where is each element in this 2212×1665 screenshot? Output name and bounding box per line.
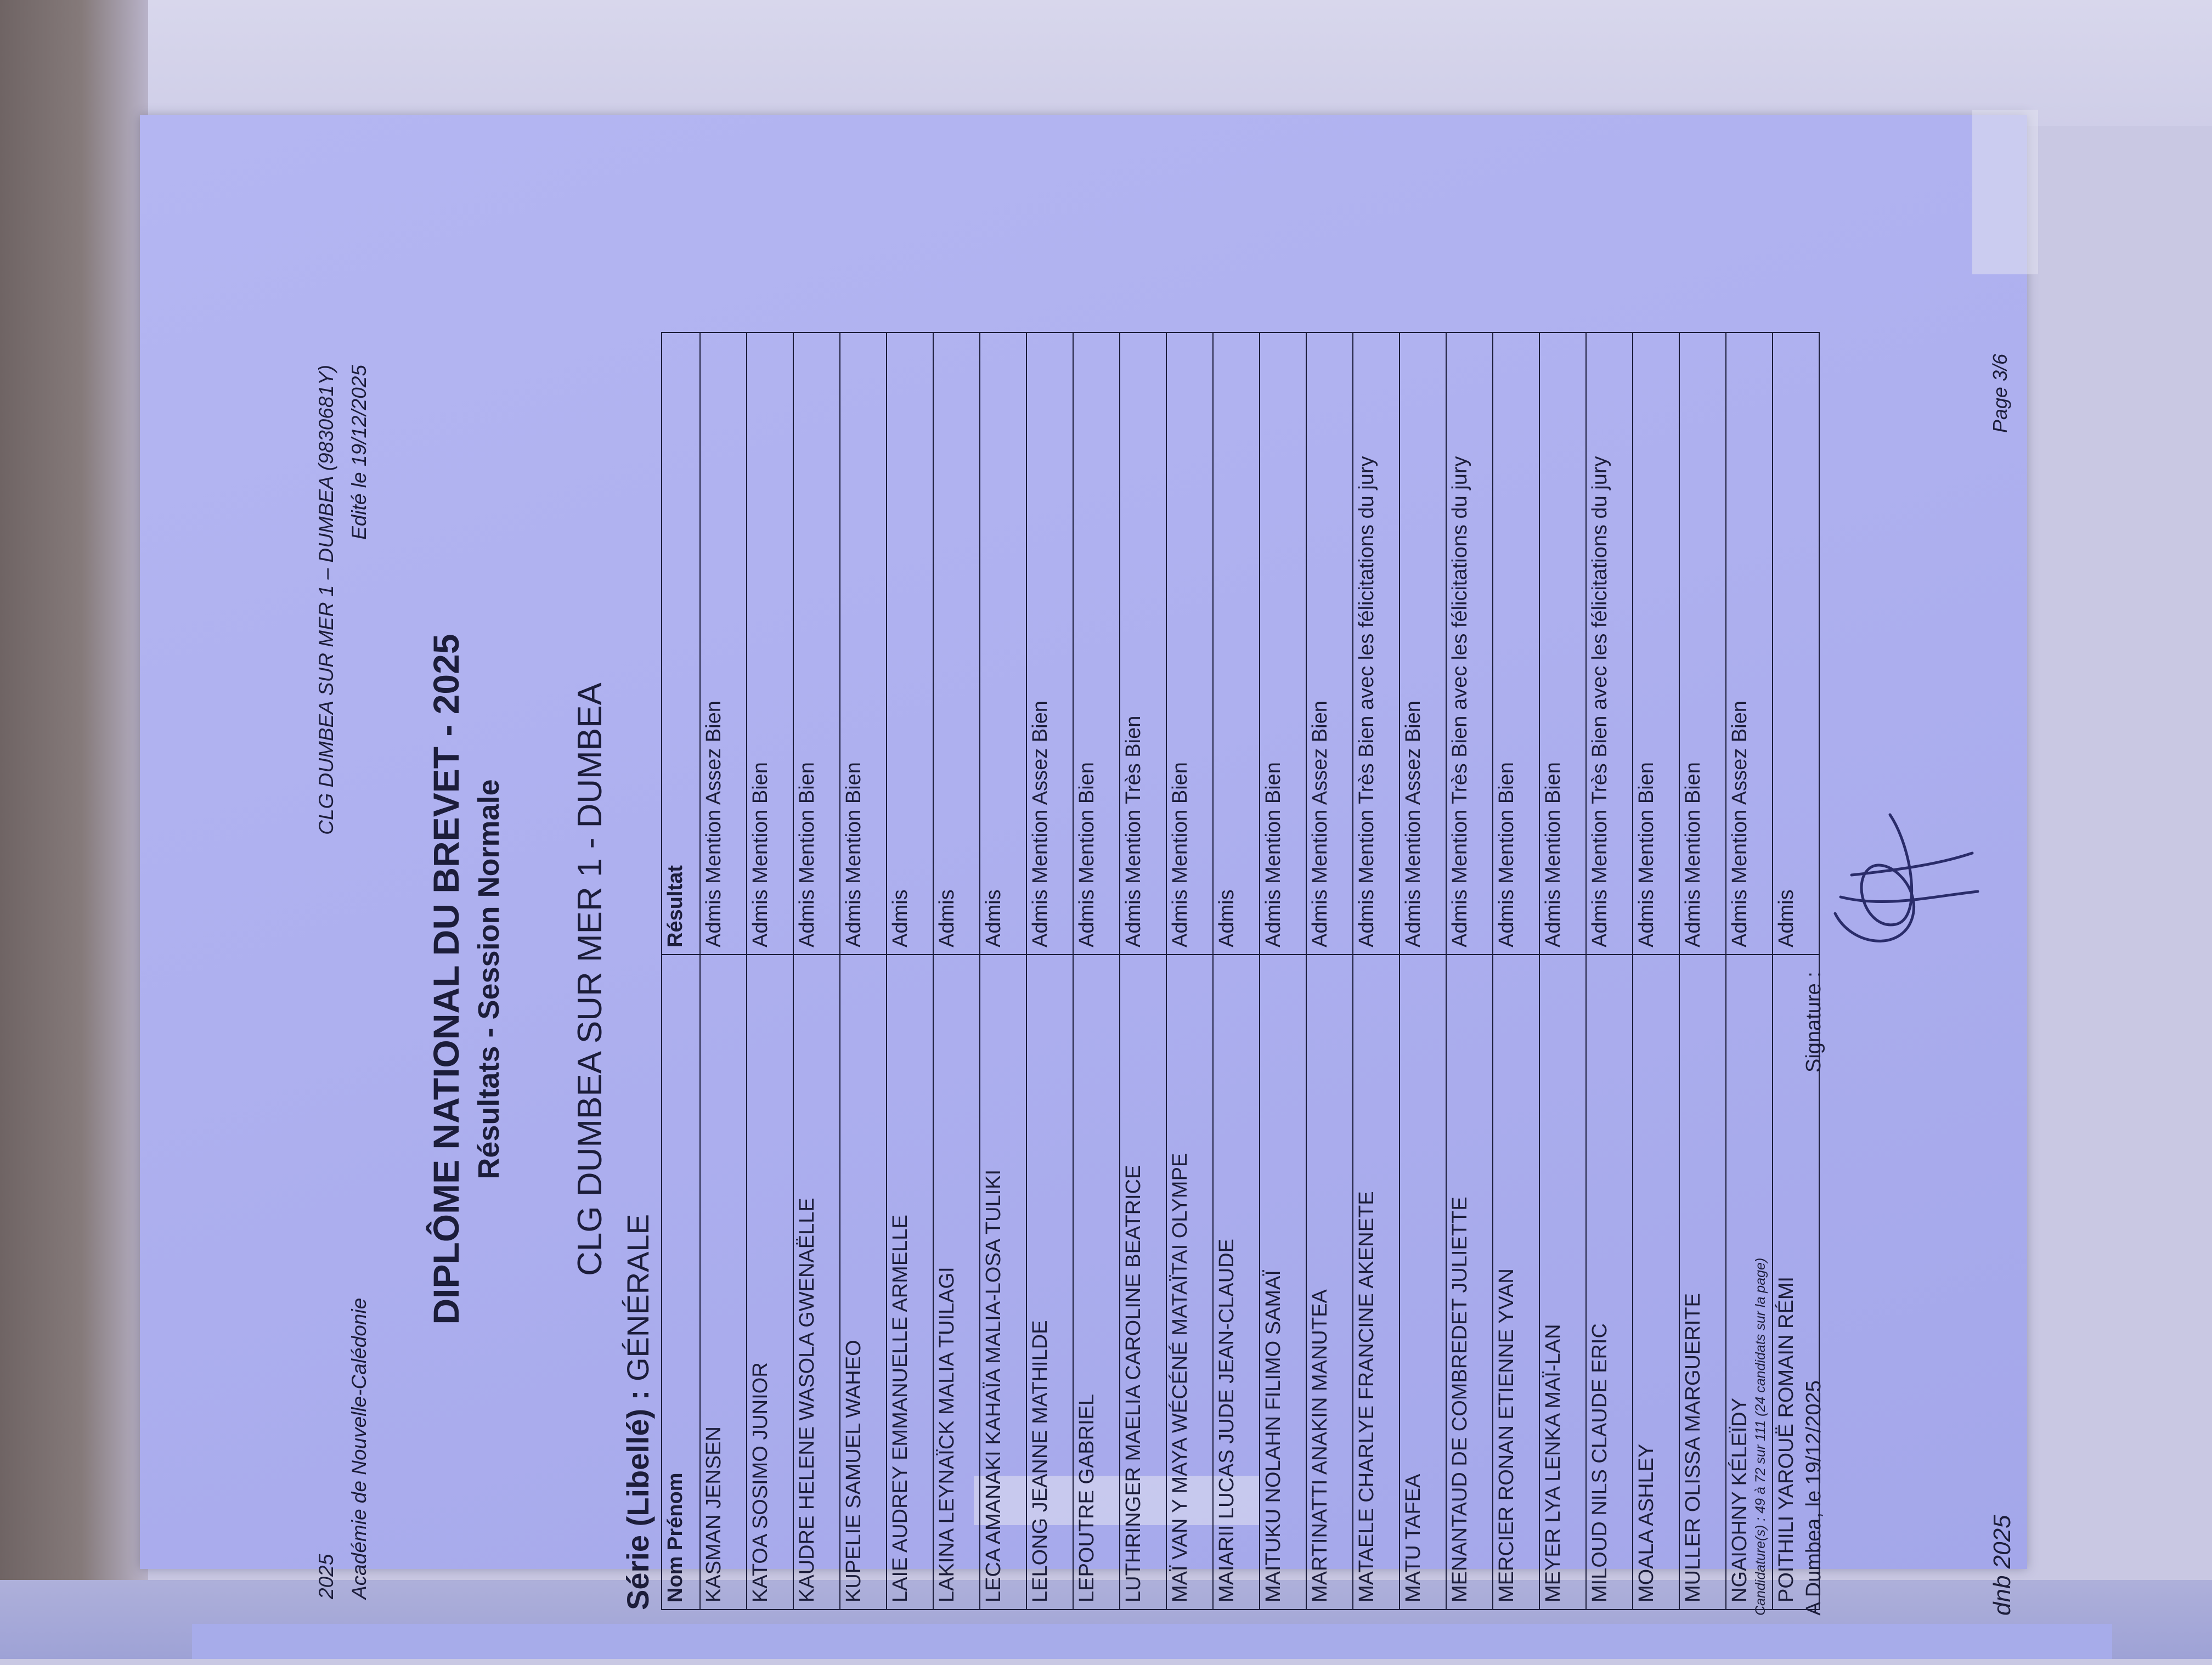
cell-result: Admis Mention Bien xyxy=(1493,332,1539,955)
column-header-name: Nom Prénom xyxy=(662,955,700,1610)
table-row xyxy=(747,332,793,1610)
cell-name: NGAIOHNY KÉLEÏDY xyxy=(1726,955,1773,1610)
table-row xyxy=(1026,332,1073,1610)
cell-result: Admis xyxy=(887,332,933,955)
header-edited: Edité le 19/12/2025 xyxy=(348,365,370,540)
table-row xyxy=(1493,332,1539,1610)
header-academy: Académie de Nouvelle-Calédonie xyxy=(348,1297,370,1599)
results-table xyxy=(661,332,1820,1610)
table-row xyxy=(1446,332,1493,1610)
table-row xyxy=(1400,332,1446,1610)
cell-result: Admis Mention Bien xyxy=(840,332,887,955)
page-title: DIPLÔME NATIONAL DU BREVET - 2025 xyxy=(426,634,466,1325)
cell-name: LEPOUTRE GABRIEL xyxy=(1073,955,1120,1610)
school-name: CLG DUMBEA SUR MER 1 - DUMBEA xyxy=(571,682,609,1276)
page-subtitle: Résultats - Session Normale xyxy=(472,779,505,1179)
column-header-result: Résultat xyxy=(662,332,700,955)
cell-name: MAITUKU NOLAHN FILIMO SAMAÏ xyxy=(1260,955,1306,1610)
table-row xyxy=(1633,332,1679,1610)
serie-label: Série (Libellé) : xyxy=(620,1390,655,1610)
cell-name: KUPELIE SAMUEL WAHEO xyxy=(840,955,887,1610)
cell-result: Admis Mention Assez Bien xyxy=(1306,332,1353,955)
cell-name: LECA AMANAKI KAHAÏA MALIA-LOSA TULIKI xyxy=(980,955,1026,1610)
header-year: 2025 xyxy=(315,1554,337,1599)
table-row xyxy=(1306,332,1353,1610)
table-row xyxy=(1260,332,1306,1610)
header-left xyxy=(310,1298,376,1599)
cell-result: Admis Mention Bien xyxy=(1679,332,1726,955)
cell-result: Admis xyxy=(1773,332,1819,955)
cell-result: Admis Mention Bien xyxy=(1166,332,1213,955)
cell-name: MERCIER RONAN ETIENNE YVAN xyxy=(1493,955,1539,1610)
cell-result: Admis Mention Bien xyxy=(793,332,840,955)
cell-name: LELONG JEANNE MATHILDE xyxy=(1026,955,1073,1610)
table-row xyxy=(1073,332,1120,1610)
cell-name: KAUDRE HELENE WASOLA GWENAËLLE xyxy=(793,955,840,1610)
cell-result: Admis Mention Bien xyxy=(747,332,793,955)
table-row xyxy=(1353,332,1400,1610)
cell-name: MARTINATTI ANAKIN MANUTEA xyxy=(1306,955,1353,1610)
cell-result: Admis Mention Très Bien avec les félicitations du jury xyxy=(1586,332,1633,955)
table-header-row xyxy=(662,332,700,1610)
cell-result: Admis Mention Assez Bien xyxy=(1400,332,1446,955)
table-row xyxy=(1679,332,1726,1610)
table-row xyxy=(887,332,933,1610)
footer-left: dnb 2025 xyxy=(1989,1515,2016,1616)
serie-line xyxy=(620,1214,656,1610)
cell-result: Admis Mention Assez Bien xyxy=(1726,332,1773,955)
tape-strip xyxy=(1972,110,2038,274)
header-establishment: CLG DUMBEA SUR MER 1 – DUMBEA (9830681Y) xyxy=(315,365,337,835)
cell-result: Admis xyxy=(933,332,980,955)
background-left xyxy=(0,0,148,1659)
table-row xyxy=(700,332,747,1610)
cell-result: Admis Mention Bien xyxy=(1539,332,1586,955)
cell-name: MOALA ASHLEY xyxy=(1633,955,1679,1610)
signature-label: Signature : xyxy=(1802,972,1825,1073)
cell-name: MULLER OLISSA MARGUERITE xyxy=(1679,955,1726,1610)
printed-page xyxy=(277,294,2098,1665)
cell-name: MAÏ VAN Y MAYA WÉCÉNÉ MATAÏTAI OLYMPE xyxy=(1166,955,1213,1610)
table-row xyxy=(1539,332,1586,1610)
cell-name: LAKINA LEYNAÏCK MALIA TUILAGI xyxy=(933,955,980,1610)
table-row xyxy=(1120,332,1166,1610)
cell-result: Admis xyxy=(980,332,1026,955)
cell-result: Admis Mention Très Bien avec les félicitations du jury xyxy=(1446,332,1493,955)
cell-name: MATAELE CHARLYE FRANCINE AKENETE xyxy=(1353,955,1400,1610)
cell-name: MENANTAUD DE COMBREDET JULIETTE xyxy=(1446,955,1493,1610)
cell-result: Admis Mention Bien xyxy=(1260,332,1306,955)
table-row xyxy=(933,332,980,1610)
place-date: A Dumbea, le 19/12/2025 xyxy=(1802,1380,1825,1616)
background-top xyxy=(148,0,2212,126)
cell-result: Admis Mention Assez Bien xyxy=(1026,332,1073,955)
table-row xyxy=(1213,332,1260,1610)
cell-name: MEYER LYA LENKA MAÏ-LAN xyxy=(1539,955,1586,1610)
header-right xyxy=(310,365,376,835)
cell-name: LAIE AUDREY EMMANUELLE ARMELLE xyxy=(887,955,933,1610)
cell-result: Admis Mention Bien xyxy=(1633,332,1679,955)
table-row xyxy=(1166,332,1213,1610)
page-number: Page 3/6 xyxy=(1989,354,2011,433)
cell-name: MILOUD NILS CLAUDE ERIC xyxy=(1586,955,1633,1610)
cell-result: Admis Mention Bien xyxy=(1073,332,1120,955)
cell-result: Admis xyxy=(1213,332,1260,955)
table-row xyxy=(1586,332,1633,1610)
serie-value: GÉNÉRALE xyxy=(620,1214,655,1381)
cell-name: KATOA SOSIMO JUNIOR xyxy=(747,955,793,1610)
results-sheet xyxy=(140,115,2027,1616)
candidates-note: Candidature(s) : 49 à 72 sur 111 (24 candidats sur la page) xyxy=(1753,1257,1768,1616)
cell-name: LUTHRINGER MAELIA CAROLINE BEATRICE xyxy=(1120,955,1166,1610)
table-row xyxy=(793,332,840,1610)
cell-result: Admis Mention Assez Bien xyxy=(700,332,747,955)
cell-name: KASMAN JENSEN xyxy=(700,955,747,1610)
cell-result: Admis Mention Très Bien avec les félicitations du jury xyxy=(1353,332,1400,955)
table-row xyxy=(980,332,1026,1610)
cell-result: Admis Mention Très Bien xyxy=(1120,332,1166,955)
cell-name: MAIARII LUCAS JUDE JEAN-CLAUDE xyxy=(1213,955,1260,1610)
table-row xyxy=(840,332,887,1610)
handwritten-signature xyxy=(1819,738,1983,979)
cell-name: POITHILI YAROUË ROMAIN RÉMI xyxy=(1773,955,1819,1610)
cell-name: MATU TAFEA xyxy=(1400,955,1446,1610)
